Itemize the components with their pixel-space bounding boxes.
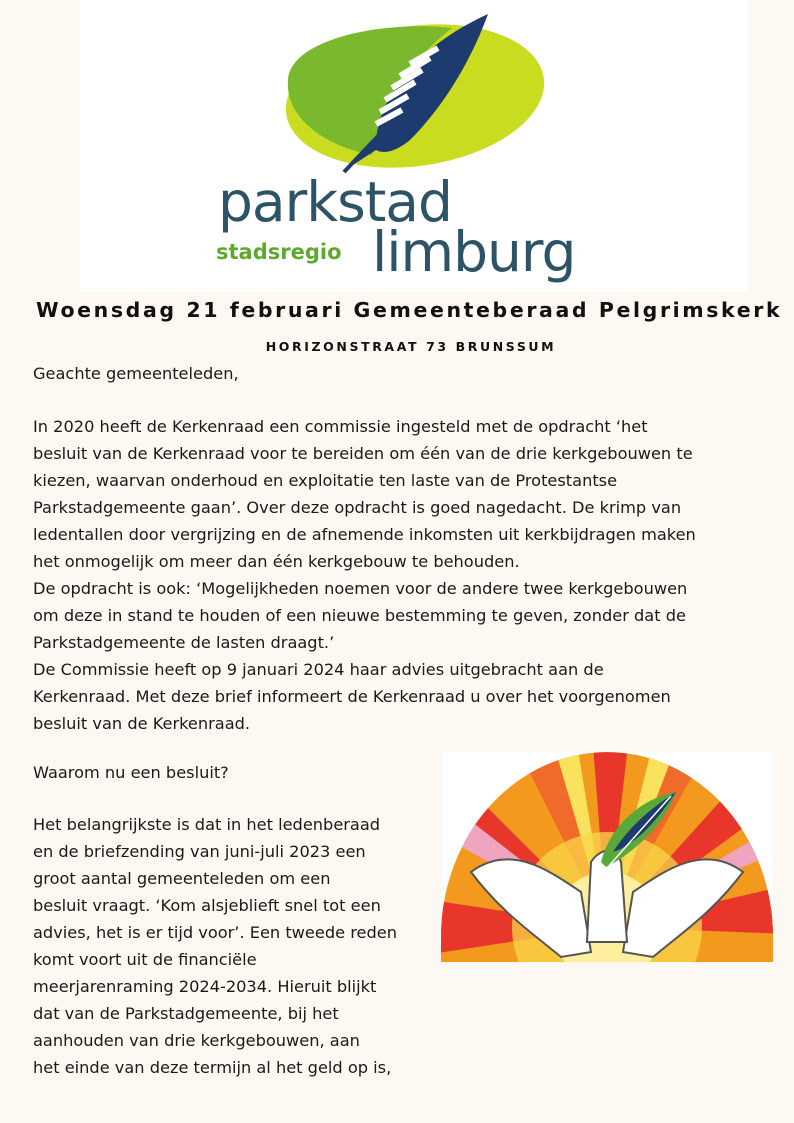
text-line: besluit vraagt. ‘Kom alsjeblieft snel tot een — [33, 896, 381, 915]
text-line: advies, het is er tijd voor’. Een tweede reden — [33, 923, 397, 942]
text-line: dat van de Parkstadgemeente, bij het — [33, 1004, 339, 1023]
page-title: Woensdag 21 februari Gemeenteberaad Pelgrimskerk — [36, 298, 783, 322]
text-line: De Commissie heeft op 9 januari 2024 haar advies uitgebracht aan de — [33, 660, 604, 679]
text-line: ledentallen door vergrijzing en de afnemende inkomsten uit kerkbijdragen maken — [33, 525, 696, 544]
parkstad-logo — [80, 0, 748, 292]
hands-emblem-image — [441, 752, 773, 962]
text-line: besluit van de Kerkenraad. — [33, 714, 251, 733]
text-line: kiezen, waarvan onderhoud en exploitatie ten laste van de Protestantse — [33, 471, 618, 490]
text-line: groot aantal gemeenteleden om een — [33, 869, 331, 888]
text-line: het einde van deze termijn al het geld op is, — [33, 1058, 392, 1077]
text-line: Parkstadgemeente gaan’. Over deze opdracht is goed nagedacht. De krimp van — [33, 498, 682, 517]
logo-wordmark-limburg: limburg — [372, 220, 576, 284]
logo-wordmark-stadsregio: stadsregio — [216, 240, 342, 264]
greeting: Geachte gemeenteleden, — [33, 364, 239, 383]
text-line: De opdracht is ook: ‘Mogelijkheden noemen voor de andere twee kerkgebouwen — [33, 579, 688, 598]
text-line: Parkstadgemeente de lasten draagt.’ — [33, 633, 335, 652]
section-heading: Waarom nu een besluit? — [33, 763, 229, 782]
intro-paragraph — [33, 413, 773, 737]
text-line: Het belangrijkste is dat in het ledenberaad — [33, 815, 381, 834]
text-line: het onmogelijk om meer dan één kerkgebouw te behouden. — [33, 552, 520, 571]
text-line: besluit van de Kerkenraad voor te bereiden om één van de drie kerkgebouwen te — [33, 444, 693, 463]
text-line: Kerkenraad. Met deze brief informeert de Kerkenraad u over het voorgenomen — [33, 687, 671, 706]
text-line: om deze in stand te houden of een nieuwe bestemming te geven, zonder dat de — [33, 606, 686, 625]
reason-paragraph — [33, 811, 433, 1081]
text-line: meerjarenraming 2024-2034. Hieruit blijkt — [33, 977, 377, 996]
text-line: komt voort uit de financiële — [33, 950, 257, 969]
sunburst-hands-icon — [441, 752, 773, 962]
text-line: In 2020 heeft de Kerkenraad een commissie ingesteld met de opdracht ‘het — [33, 417, 648, 436]
logo-wordmark-parkstad: parkstad — [218, 170, 452, 234]
text-line: en de briefzending van juni-juli 2023 een — [33, 842, 366, 861]
page-subtitle: HORIZONSTRAAT 73 BRUNSSUM — [265, 339, 557, 354]
text-line: aanhouden van drie kerkgebouwen, aan — [33, 1031, 360, 1050]
